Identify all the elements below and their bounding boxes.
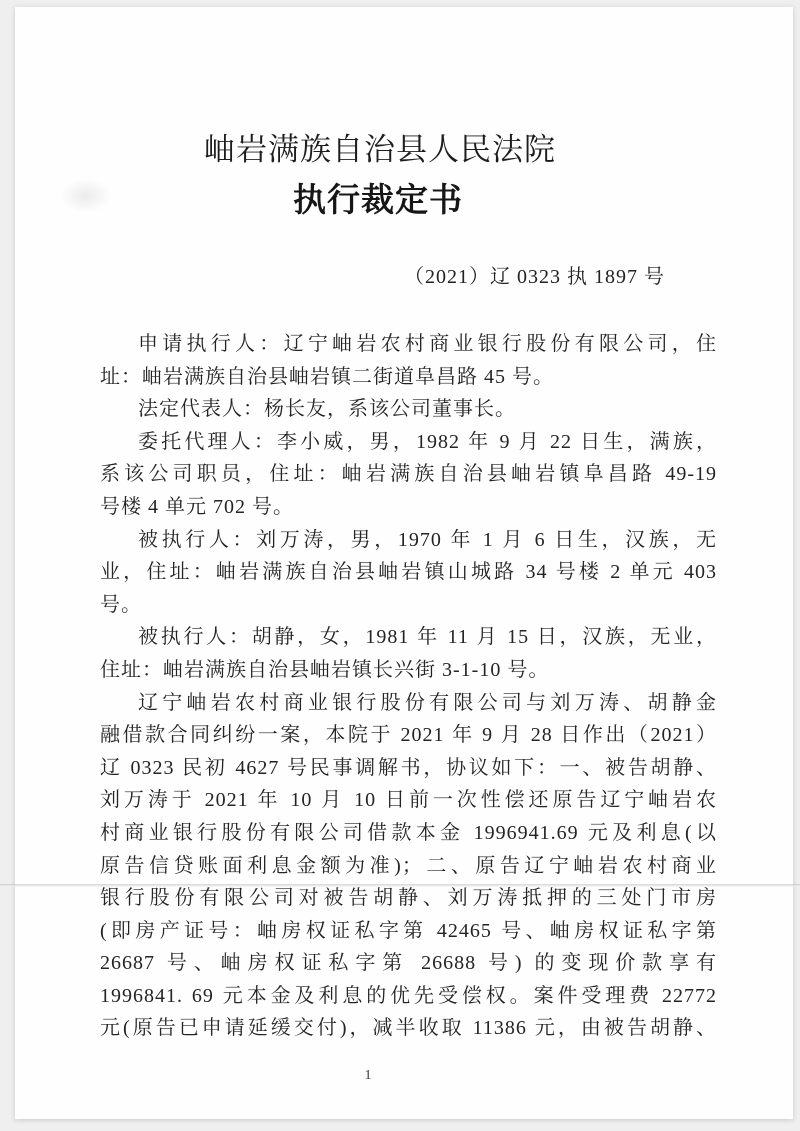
body-line: 1996841. 69 元本金及利息的优先受偿权。案件受理费 22772 <box>100 984 717 1007</box>
body-line: 26687 号、岫房权证私字第 26688 号) 的变现价款享有 <box>100 952 717 975</box>
court-name-heading: 岫岩满族自治县人民法院 <box>204 132 556 167</box>
document-body <box>100 328 717 1045</box>
body-line: 业，住址：岫岩满族自治县岫岩镇山城路 34 号楼 2 单元 403 <box>100 561 717 584</box>
body-line: (即房产证号：岫房权证私字第 42465 号、岫房权证私字第 <box>100 919 717 942</box>
page-number: 1 <box>364 1068 372 1083</box>
body-line: 被执行人：胡静，女，1981 年 11 月 15 日，汉族，无业， <box>138 626 717 649</box>
document-type-heading: 执行裁定书 <box>293 183 463 219</box>
body-line: 辽 0323 民初 4627 号民事调解书，协议如下：一、被告胡静、 <box>100 756 717 779</box>
body-line: 元(原告已申请延缓交付)，减半收取 11386 元，由被告胡静、 <box>100 1017 717 1040</box>
body-line: 银行股份有限公司对被告胡静、刘万涛抵押的三处门市房 <box>100 887 717 910</box>
body-line: 号楼 4 单元 702 号。 <box>100 495 294 518</box>
body-line: 法定代表人：杨长友，系该公司董事长。 <box>138 398 516 421</box>
body-line: 原告信贷账面利息金额为准)；二、原告辽宁岫岩农村商业 <box>100 854 717 877</box>
body-line: 申请执行人：辽宁岫岩农村商业银行股份有限公司，住 <box>138 333 717 355</box>
body-line: 被执行人：刘万涛，男，1970 年 1 月 6 日生，汉族，无 <box>138 528 717 551</box>
body-line: 刘万涛于 2021 年 10 月 10 日前一次性偿还原告辽宁岫岩农 <box>100 789 717 812</box>
body-line: 融借款合同纠纷一案，本院于 2021 年 9 月 28 日作出（2021） <box>100 724 717 747</box>
body-line: 号。 <box>100 593 142 616</box>
body-line: 住址：岫岩满族自治县岫岩镇长兴街 3-1-10 号。 <box>100 658 550 681</box>
body-line: 辽宁岫岩农村商业银行股份有限公司与刘万涛、胡静金 <box>138 691 717 714</box>
body-line: 址：岫岩满族自治县岫岩镇二街道阜昌路 45 号。 <box>100 365 554 388</box>
body-line: 系该公司职员，住址：岫岩满族自治县岫岩镇阜昌路 49-19 <box>100 463 717 486</box>
case-number: （2021）辽 0323 执 1897 号 <box>404 266 665 288</box>
body-line: 村商业银行股份有限公司借款本金 1996941.69 元及利息(以 <box>100 821 717 844</box>
body-line: 委托代理人：李小威，男，1982 年 9 月 22 日生，满族， <box>138 430 717 453</box>
